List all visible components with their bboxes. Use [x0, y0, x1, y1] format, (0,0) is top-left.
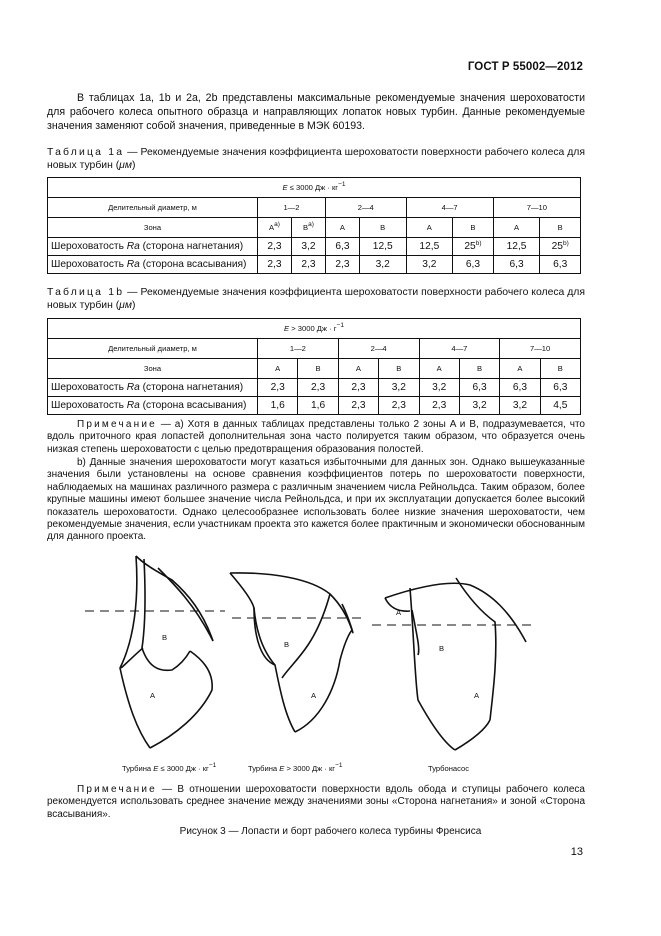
zone-cell: A	[500, 359, 540, 379]
zone-b-label: B	[162, 633, 168, 642]
value-cell: 2,3	[325, 256, 359, 274]
diameter-label: Делительный диаметр, м	[48, 339, 258, 359]
range-cell: 2—4	[338, 339, 419, 359]
zone-cell: A	[419, 359, 459, 379]
range-cell: 1—2	[258, 339, 339, 359]
table-note-a: Примечание — a) Хотя в данных таблицах представлены только 2 зоны A и B, подразумевается, что вдоль приточного края лопастей дополнительная зона часто полируется таким образом, что образуется очень низкая степень шероховатости с целью предотвращения образования полостей.	[47, 419, 585, 455]
zone-cell: B	[298, 359, 338, 379]
zone-cell: A	[325, 218, 359, 238]
figure-caption: Рисунок 3 — Лопасти и борт рабочего колеса турбины Френсиса	[179, 826, 482, 837]
zone-cell: $B^{a)}$	[291, 218, 325, 238]
value-cell: 2,3	[379, 397, 419, 415]
value-cell: 2,3	[338, 397, 378, 415]
value-cell: 1,6	[258, 397, 298, 415]
value-cell: 3,2	[406, 256, 453, 274]
row-label: Шероховатость Ra (сторона нагнетания)	[48, 238, 258, 256]
value-cell: 12,5	[493, 238, 540, 256]
value-cell: 12,5	[406, 238, 453, 256]
value-cell: 1,6	[298, 397, 338, 415]
figure-note: Примечание — В отношении шероховатости поверхности вдоль обода и ступицы рабочего колеса рекомендуется использовать среднее значение между значениями зоны «Сторона нагнетания» и зоной «Сторона всасывания».	[47, 784, 585, 820]
value-cell: 6,3	[540, 379, 580, 397]
value-cell: 6,3	[459, 379, 499, 397]
value-cell: 6,3	[493, 256, 540, 274]
value-cell: 2,3	[258, 238, 292, 256]
blade-turbine-high	[230, 573, 353, 732]
value-cell: 3,2	[379, 379, 419, 397]
value-cell: 6,3	[325, 238, 359, 256]
energy-header: E ≤ 3000 Дж · $кг^{-1}$	[48, 178, 581, 198]
zone-b-label: B	[439, 644, 445, 653]
value-cell: 25$^{b)}$	[540, 238, 581, 256]
value-cell: 6,3	[540, 256, 581, 274]
table-1b-caption: Таблица 1b — Рекомендуемые значения коэффициента шероховатости поверхности рабочего колеса для новых турбин (μм)	[47, 287, 585, 311]
value-cell: 4,5	[540, 397, 580, 415]
figure-label-1: Турбина E ≤ 3000 Дж · $кг^{-1}$	[122, 762, 217, 773]
range-cell: 7—10	[500, 339, 581, 359]
range-cell: 4—7	[419, 339, 500, 359]
value-cell: 25$^{b)}$	[453, 238, 494, 256]
zone-cell: B	[453, 218, 494, 238]
zone-cell: B	[540, 359, 580, 379]
zone-a-label: A	[150, 691, 156, 700]
zone-a-label: A	[311, 691, 317, 700]
zone-b-label: B	[284, 640, 290, 649]
zone-a-label: A	[396, 608, 402, 617]
zone-cell: B	[540, 218, 581, 238]
value-cell: 2,3	[258, 256, 292, 274]
energy-header: E > 3000 Дж · $г^{-1}$	[48, 319, 581, 339]
row-label: Шероховатость Ra (сторона всасывания)	[48, 256, 258, 274]
zone-a-label: A	[474, 691, 480, 700]
value-cell: 3,2	[359, 256, 406, 274]
table-note-b: b) Данные значения шероховатости могут казаться избыточными для данных зон. Однако вышеуказанные значения были установлены на основе сравнения коэффициентов потерь по шероховатости поверхности, наблюдаемых на машинах различного размера с различным значением числа Рейнольдса. Таким образом, более крупные машины имеют большее значение числа Рейнольдса, и при их эксплуатации допускается более высокий показатель шероховатости. Однако целесообразнее использовать более низкие значения шероховатости, чем рекомендуемые значения, если участникам проекта это кажется более практичным и экономически обоснованным для данного проекта.	[47, 457, 585, 543]
document-id: ГОСТ Р 55002—2012	[467, 61, 583, 73]
value-cell: 3,2	[419, 379, 459, 397]
row-label: Шероховатость Ra (сторона нагнетания)	[48, 379, 258, 397]
range-cell: 1—2	[258, 198, 326, 218]
range-cell: 7—10	[493, 198, 580, 218]
range-cell: 2—4	[325, 198, 406, 218]
value-cell: 2,3	[338, 379, 378, 397]
value-cell: 2,3	[291, 256, 325, 274]
value-cell: 6,3	[500, 379, 540, 397]
zone-label: Зона	[48, 218, 258, 238]
value-cell: 6,3	[453, 256, 494, 274]
value-cell: 3,2	[500, 397, 540, 415]
page-number: 13	[570, 846, 583, 858]
intro-paragraph: В таблицах 1a, 1b и 2a, 2b представлены максимальные рекомендуемые значения шероховатости для рабочего колеса опытного образца и направляющих лопаток новых турбин. Данные рекомендуемые значения заменяют собой значения, приведенные в МЭК 60193.	[47, 92, 585, 133]
value-cell: 3,2	[291, 238, 325, 256]
diameter-label: Делительный диаметр, м	[48, 198, 258, 218]
zone-cell: A	[338, 359, 378, 379]
zone-cell: B	[359, 218, 406, 238]
value-cell: 3,2	[459, 397, 499, 415]
value-cell: 2,3	[419, 397, 459, 415]
zone-cell: B	[459, 359, 499, 379]
zone-cell: $A^{a)}$	[258, 218, 292, 238]
row-label: Шероховатость Ra (сторона всасывания)	[48, 397, 258, 415]
table-1a-caption: Таблица 1a — Рекомендуемые значения коэффициента шероховатости поверхности рабочего колеса для новых турбин (μм)	[47, 147, 585, 171]
value-cell: 2,3	[298, 379, 338, 397]
value-cell: 12,5	[359, 238, 406, 256]
zone-label: Зона	[48, 359, 258, 379]
value-cell: 2,3	[258, 379, 298, 397]
range-cell: 4—7	[406, 198, 493, 218]
figure-label-3: Турбонасос	[428, 764, 470, 773]
zone-cell: A	[258, 359, 298, 379]
figure-label-2: Турбина E > 3000 Дж · $кг^{-1}$	[248, 762, 343, 773]
zone-cell: A	[493, 218, 540, 238]
zone-cell: A	[406, 218, 453, 238]
blade-turbopump	[385, 578, 526, 750]
zone-cell: B	[379, 359, 419, 379]
blade-turbine-low	[120, 556, 213, 748]
